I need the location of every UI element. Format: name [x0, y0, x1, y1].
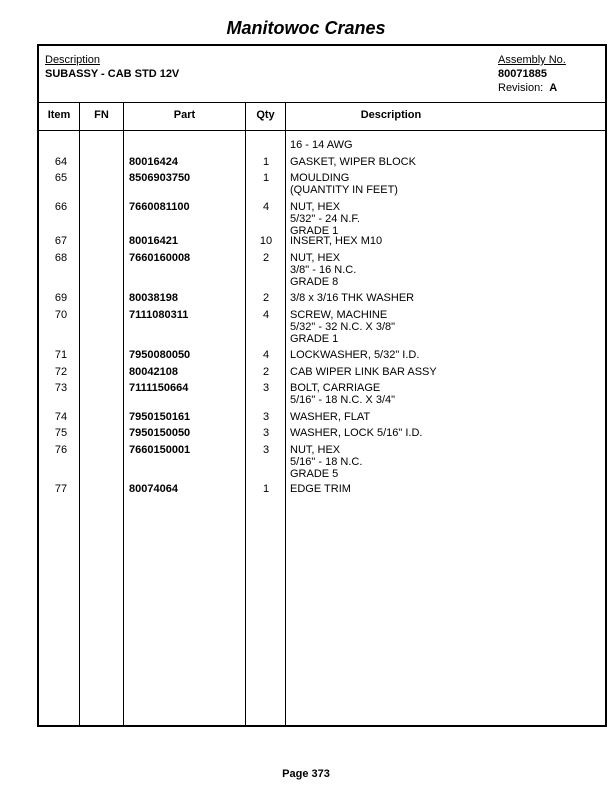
row-part-number: 8506903750	[129, 172, 191, 184]
column-header-part: Part	[173, 109, 196, 121]
row-part-number: 7111150664	[129, 382, 189, 394]
row-quantity: 4	[262, 349, 270, 361]
row-item-number: 69	[54, 292, 68, 304]
row-description: 16 - 14 AWG	[290, 139, 353, 151]
row-part-number: 80016424	[129, 156, 178, 168]
row-item-number: 76	[54, 444, 68, 456]
column-header-qty: Qty	[256, 109, 275, 121]
row-quantity: 4	[262, 309, 270, 321]
row-description: BOLT, CARRIAGE 5/16" - 18 N.C. X 3/4"	[290, 382, 396, 406]
row-quantity: 1	[262, 156, 270, 168]
row-part-number: 7660150001	[129, 444, 191, 456]
row-item-number: 77	[54, 483, 68, 495]
row-item-number: 66	[54, 201, 68, 213]
row-item-number: 72	[54, 366, 68, 378]
company-title: Manitowoc Cranes	[226, 18, 386, 38]
row-item-number: 67	[54, 235, 68, 247]
column-header-fn: FN	[94, 109, 109, 121]
row-item-number: 71	[54, 349, 68, 361]
row-part-number: 7111080311	[129, 309, 189, 321]
row-description: 3/8 x 3/16 THK WASHER	[290, 292, 415, 304]
row-part-number: 7950150161	[129, 411, 191, 423]
row-description: NUT, HEX 3/8" - 16 N.C. GRADE 8	[290, 252, 357, 288]
column-divider	[123, 102, 124, 727]
row-quantity: 3	[262, 382, 270, 394]
row-part-number: 80016421	[129, 235, 178, 247]
row-part-number: 80074064	[129, 483, 178, 495]
row-description: LOCKWASHER, 5/32" I.D.	[290, 349, 420, 361]
row-part-number: 80038198	[129, 292, 178, 304]
row-description: EDGE TRIM	[290, 483, 351, 495]
row-description: SCREW, MACHINE 5/32" - 32 N.C. X 3/8" GRADE 1	[290, 309, 396, 345]
row-part-number: 7660081100	[129, 201, 190, 213]
row-part-number: 7950080050	[129, 349, 191, 361]
row-description: INSERT, HEX M10	[290, 235, 383, 247]
row-part-number: 80042108	[129, 366, 178, 378]
page-number: Page 373	[282, 768, 330, 780]
row-quantity: 4	[262, 201, 270, 213]
row-item-number: 74	[54, 411, 68, 423]
row-description: NUT, HEX 5/16" - 18 N.C. GRADE 5	[290, 444, 363, 480]
row-quantity: 3	[262, 444, 270, 456]
row-item-number: 70	[54, 309, 68, 321]
row-quantity: 2	[262, 366, 270, 378]
row-description: WASHER, FLAT	[290, 411, 371, 423]
row-description: CAB WIPER LINK BAR ASSY	[290, 366, 437, 378]
description-value: SUBASSY - CAB STD 12V	[45, 68, 180, 80]
row-description: GASKET, WIPER BLOCK	[290, 156, 416, 168]
row-quantity: 3	[262, 411, 270, 423]
assembly-number-value: 80071885	[498, 68, 547, 80]
row-quantity: 1	[262, 172, 270, 184]
row-quantity: 1	[262, 483, 270, 495]
row-description: MOULDING (QUANTITY IN FEET)	[290, 172, 398, 196]
row-quantity: 3	[262, 427, 270, 439]
column-header-description: Description	[360, 109, 422, 121]
revision	[498, 82, 557, 94]
description-label: Description	[45, 54, 101, 66]
revision-label: Revision:	[498, 82, 544, 94]
row-quantity: 10	[259, 235, 273, 247]
row-item-number: 73	[54, 382, 68, 394]
row-quantity: 2	[262, 292, 270, 304]
revision-value: A	[549, 82, 558, 94]
row-quantity: 2	[262, 252, 270, 264]
row-item-number: 68	[54, 252, 68, 264]
row-item-number: 64	[54, 156, 68, 168]
column-header-item: Item	[47, 109, 71, 121]
parts-list-frame	[37, 44, 607, 727]
row-part-number: 7660160008	[129, 252, 191, 264]
row-item-number: 75	[54, 427, 68, 439]
row-description: NUT, HEX 5/32" - 24 N.F. GRADE 1	[290, 201, 360, 237]
row-description: WASHER, LOCK 5/16" I.D.	[290, 427, 423, 439]
assembly-number-label: Assembly No.	[498, 54, 566, 66]
row-item-number: 65	[54, 172, 68, 184]
row-part-number: 7950150050	[129, 427, 191, 439]
